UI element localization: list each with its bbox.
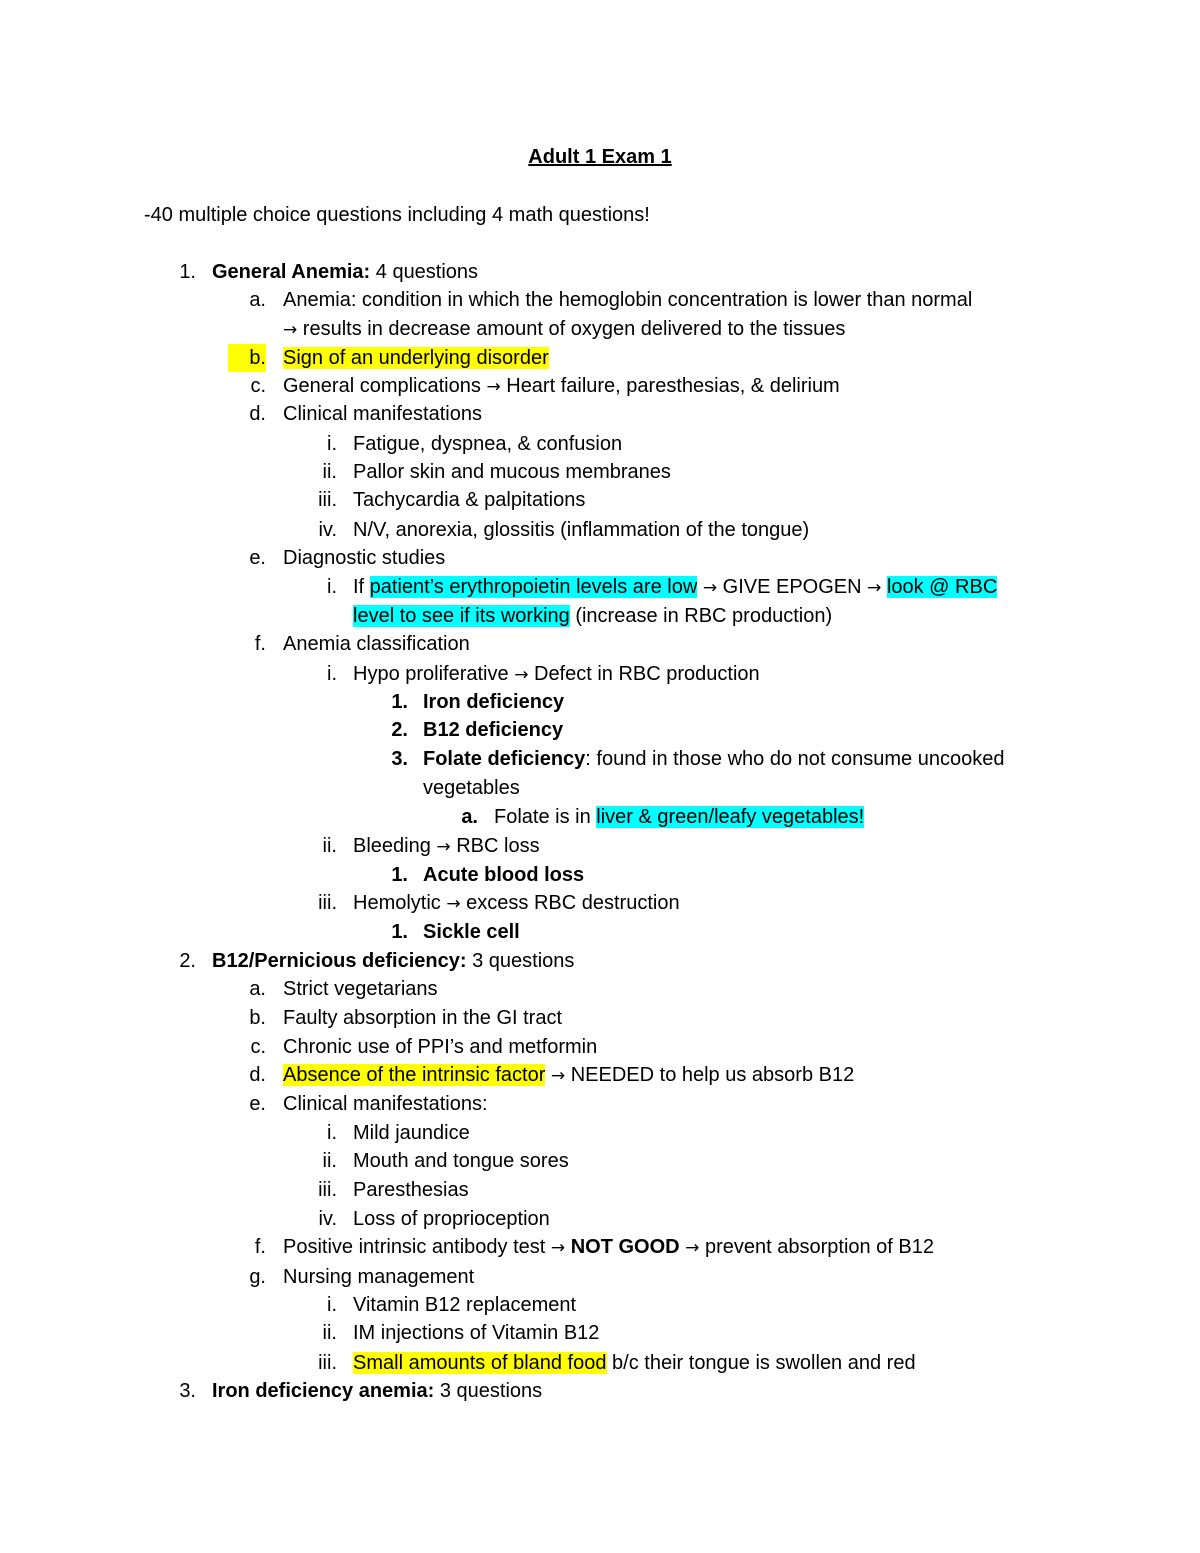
item-text: Folate is in xyxy=(494,806,597,828)
list-marker: d. xyxy=(249,1064,266,1086)
arrow-icon: → xyxy=(685,1238,700,1258)
list-marker: iii. xyxy=(318,1179,337,1201)
highlight-cyan: level to see if its working xyxy=(353,605,570,627)
item-text: GIVE EPOGEN xyxy=(717,576,868,598)
question-count: 3 questions xyxy=(434,1380,543,1402)
section-heading-label: B12/Pernicious deficiency: xyxy=(212,950,467,972)
highlight-yellow: Sign of an underlying disorder xyxy=(283,347,549,369)
list-item: Chronic use of PPI’s and metformin xyxy=(283,1036,598,1058)
list-item: Nursing management xyxy=(283,1266,475,1288)
list-item: Acute blood loss xyxy=(423,864,585,886)
list-marker: a. xyxy=(249,978,266,1000)
list-item: IM injections of Vitamin B12 xyxy=(353,1322,600,1344)
arrow-icon: → xyxy=(550,1066,566,1086)
item-text: General complications xyxy=(283,375,487,397)
list-marker: 1. xyxy=(391,691,408,713)
list-item: Vitamin B12 replacement xyxy=(353,1294,577,1316)
list-item: Pallor skin and mucous membranes xyxy=(353,461,671,483)
list-marker: ii. xyxy=(322,835,337,857)
list-marker: e. xyxy=(249,1093,266,1115)
list-marker: i. xyxy=(327,663,337,685)
list-marker: e. xyxy=(249,547,266,569)
section-heading xyxy=(212,947,574,975)
list-marker: iii. xyxy=(318,1352,337,1374)
intro-text: -40 multiple choice questions including 4 math questions! xyxy=(144,204,650,226)
list-item xyxy=(283,1233,934,1262)
list-item: Faulty absorption in the GI tract xyxy=(283,1007,563,1029)
arrow-icon: → xyxy=(436,837,451,857)
arrow-icon: → xyxy=(446,894,461,914)
list-marker: iv. xyxy=(318,1208,337,1230)
item-text: RBC loss xyxy=(450,835,540,857)
list-marker: 1. xyxy=(391,921,408,943)
arrow-icon: → xyxy=(550,1238,566,1258)
list-item xyxy=(353,1349,916,1377)
list-marker: c. xyxy=(250,375,266,397)
list-item: Anemia classification xyxy=(283,633,470,655)
list-marker: ii. xyxy=(322,461,337,483)
question-count: 3 questions xyxy=(466,950,575,972)
list-item: Tachycardia & palpitations xyxy=(353,489,586,511)
list-marker: i. xyxy=(327,433,337,455)
list-item xyxy=(283,1061,854,1090)
item-bold-text: Folate deficiency xyxy=(423,748,586,770)
list-item: Mild jaundice xyxy=(353,1122,470,1144)
section-heading xyxy=(212,1377,542,1405)
arrow-icon: → xyxy=(486,377,501,397)
section-heading-label: General Anemia: xyxy=(212,261,371,283)
item-text: Hypo proliferative xyxy=(353,663,515,685)
list-marker: ii. xyxy=(322,1322,337,1344)
list-item: Loss of proprioception xyxy=(353,1208,550,1230)
list-marker: 3. xyxy=(391,748,408,770)
arrow-icon: → xyxy=(702,578,718,598)
section-heading-label: Iron deficiency anemia: xyxy=(212,1380,435,1402)
list-item xyxy=(423,745,1004,773)
item-text: Bleeding xyxy=(353,835,437,857)
item-text: NEEDED to help us absorb B12 xyxy=(565,1064,855,1086)
list-item: B12 deficiency xyxy=(423,719,564,741)
question-count: 4 questions xyxy=(370,261,479,283)
list-marker: iii. xyxy=(318,892,337,914)
list-item xyxy=(353,573,997,602)
list-marker: i. xyxy=(327,1122,337,1144)
list-marker: 1. xyxy=(179,261,196,283)
list-marker: iv. xyxy=(318,519,337,541)
list-item xyxy=(353,889,680,918)
list-marker: f. xyxy=(254,633,266,655)
list-item: Anemia: condition in which the hemoglobin concentration is lower than normal xyxy=(283,289,973,311)
list-item-continuation xyxy=(353,602,832,630)
arrow-icon: → xyxy=(867,578,882,598)
highlight-yellow: Absence of the intrinsic factor xyxy=(283,1064,546,1086)
document-title: Adult 1 Exam 1 xyxy=(528,146,672,168)
list-marker: d. xyxy=(249,403,266,425)
list-marker: b. xyxy=(249,1007,266,1029)
list-item-continuation xyxy=(283,315,845,344)
section-heading xyxy=(212,258,478,286)
list-item xyxy=(283,372,840,401)
list-item: Mouth and tongue sores xyxy=(353,1150,569,1172)
list-marker: 3. xyxy=(179,1380,196,1402)
item-text: results in decrease amount of oxygen delivered to the tissues xyxy=(297,318,846,340)
list-marker: a. xyxy=(249,289,266,311)
item-text: If xyxy=(353,576,370,598)
list-marker: i. xyxy=(327,576,337,598)
list-item xyxy=(283,344,549,372)
list-marker: c. xyxy=(250,1036,266,1058)
list-item: Diagnostic studies xyxy=(283,547,446,569)
list-marker: i. xyxy=(327,1294,337,1316)
list-marker: 2. xyxy=(391,719,408,741)
list-item: Clinical manifestations: xyxy=(283,1093,488,1115)
list-item-continuation: vegetables xyxy=(423,777,520,799)
item-text: prevent absorption of B12 xyxy=(699,1236,935,1258)
arrow-icon: → xyxy=(283,320,298,340)
list-item: Strict vegetarians xyxy=(283,978,438,1000)
list-item xyxy=(353,660,760,689)
list-item: Sickle cell xyxy=(423,921,520,943)
list-item: Iron deficiency xyxy=(423,691,565,713)
list-marker: 1. xyxy=(391,864,408,886)
list-marker: ii. xyxy=(322,1150,337,1172)
list-marker: 2. xyxy=(179,950,196,972)
list-item: Paresthesias xyxy=(353,1179,469,1201)
list-marker: g. xyxy=(249,1266,266,1288)
list-item: Clinical manifestations xyxy=(283,403,482,425)
item-text: b/c their tongue is swollen and red xyxy=(606,1352,916,1374)
list-item: Fatigue, dyspnea, & confusion xyxy=(353,433,623,455)
item-text: (increase in RBC production) xyxy=(569,605,833,627)
list-marker: f. xyxy=(254,1236,266,1258)
list-item xyxy=(494,803,864,831)
list-marker: iii. xyxy=(318,489,337,511)
list-item xyxy=(353,832,540,861)
highlight-cyan: patient’s erythropoietin levels are low xyxy=(369,576,698,598)
highlight-cyan: look @ RBC xyxy=(886,576,998,598)
item-text: excess RBC destruction xyxy=(460,892,680,914)
arrow-icon: → xyxy=(514,665,529,685)
list-marker: a. xyxy=(461,806,478,828)
highlight-cyan: liver & green/leafy vegetables! xyxy=(596,806,865,828)
item-text: Defect in RBC production xyxy=(528,663,760,685)
list-item: N/V, anorexia, glossitis (inflammation of the tongue) xyxy=(353,519,810,541)
item-text: Hemolytic xyxy=(353,892,447,914)
item-text: : found in those who do not consume uncooked xyxy=(585,748,1005,770)
item-text: Heart failure, paresthesias, & delirium xyxy=(500,375,840,397)
highlight-yellow: Small amounts of bland food xyxy=(353,1352,607,1374)
item-bold-text: NOT GOOD xyxy=(565,1236,686,1258)
item-text: Positive intrinsic antibody test xyxy=(283,1236,551,1258)
list-marker: b. xyxy=(228,344,266,372)
